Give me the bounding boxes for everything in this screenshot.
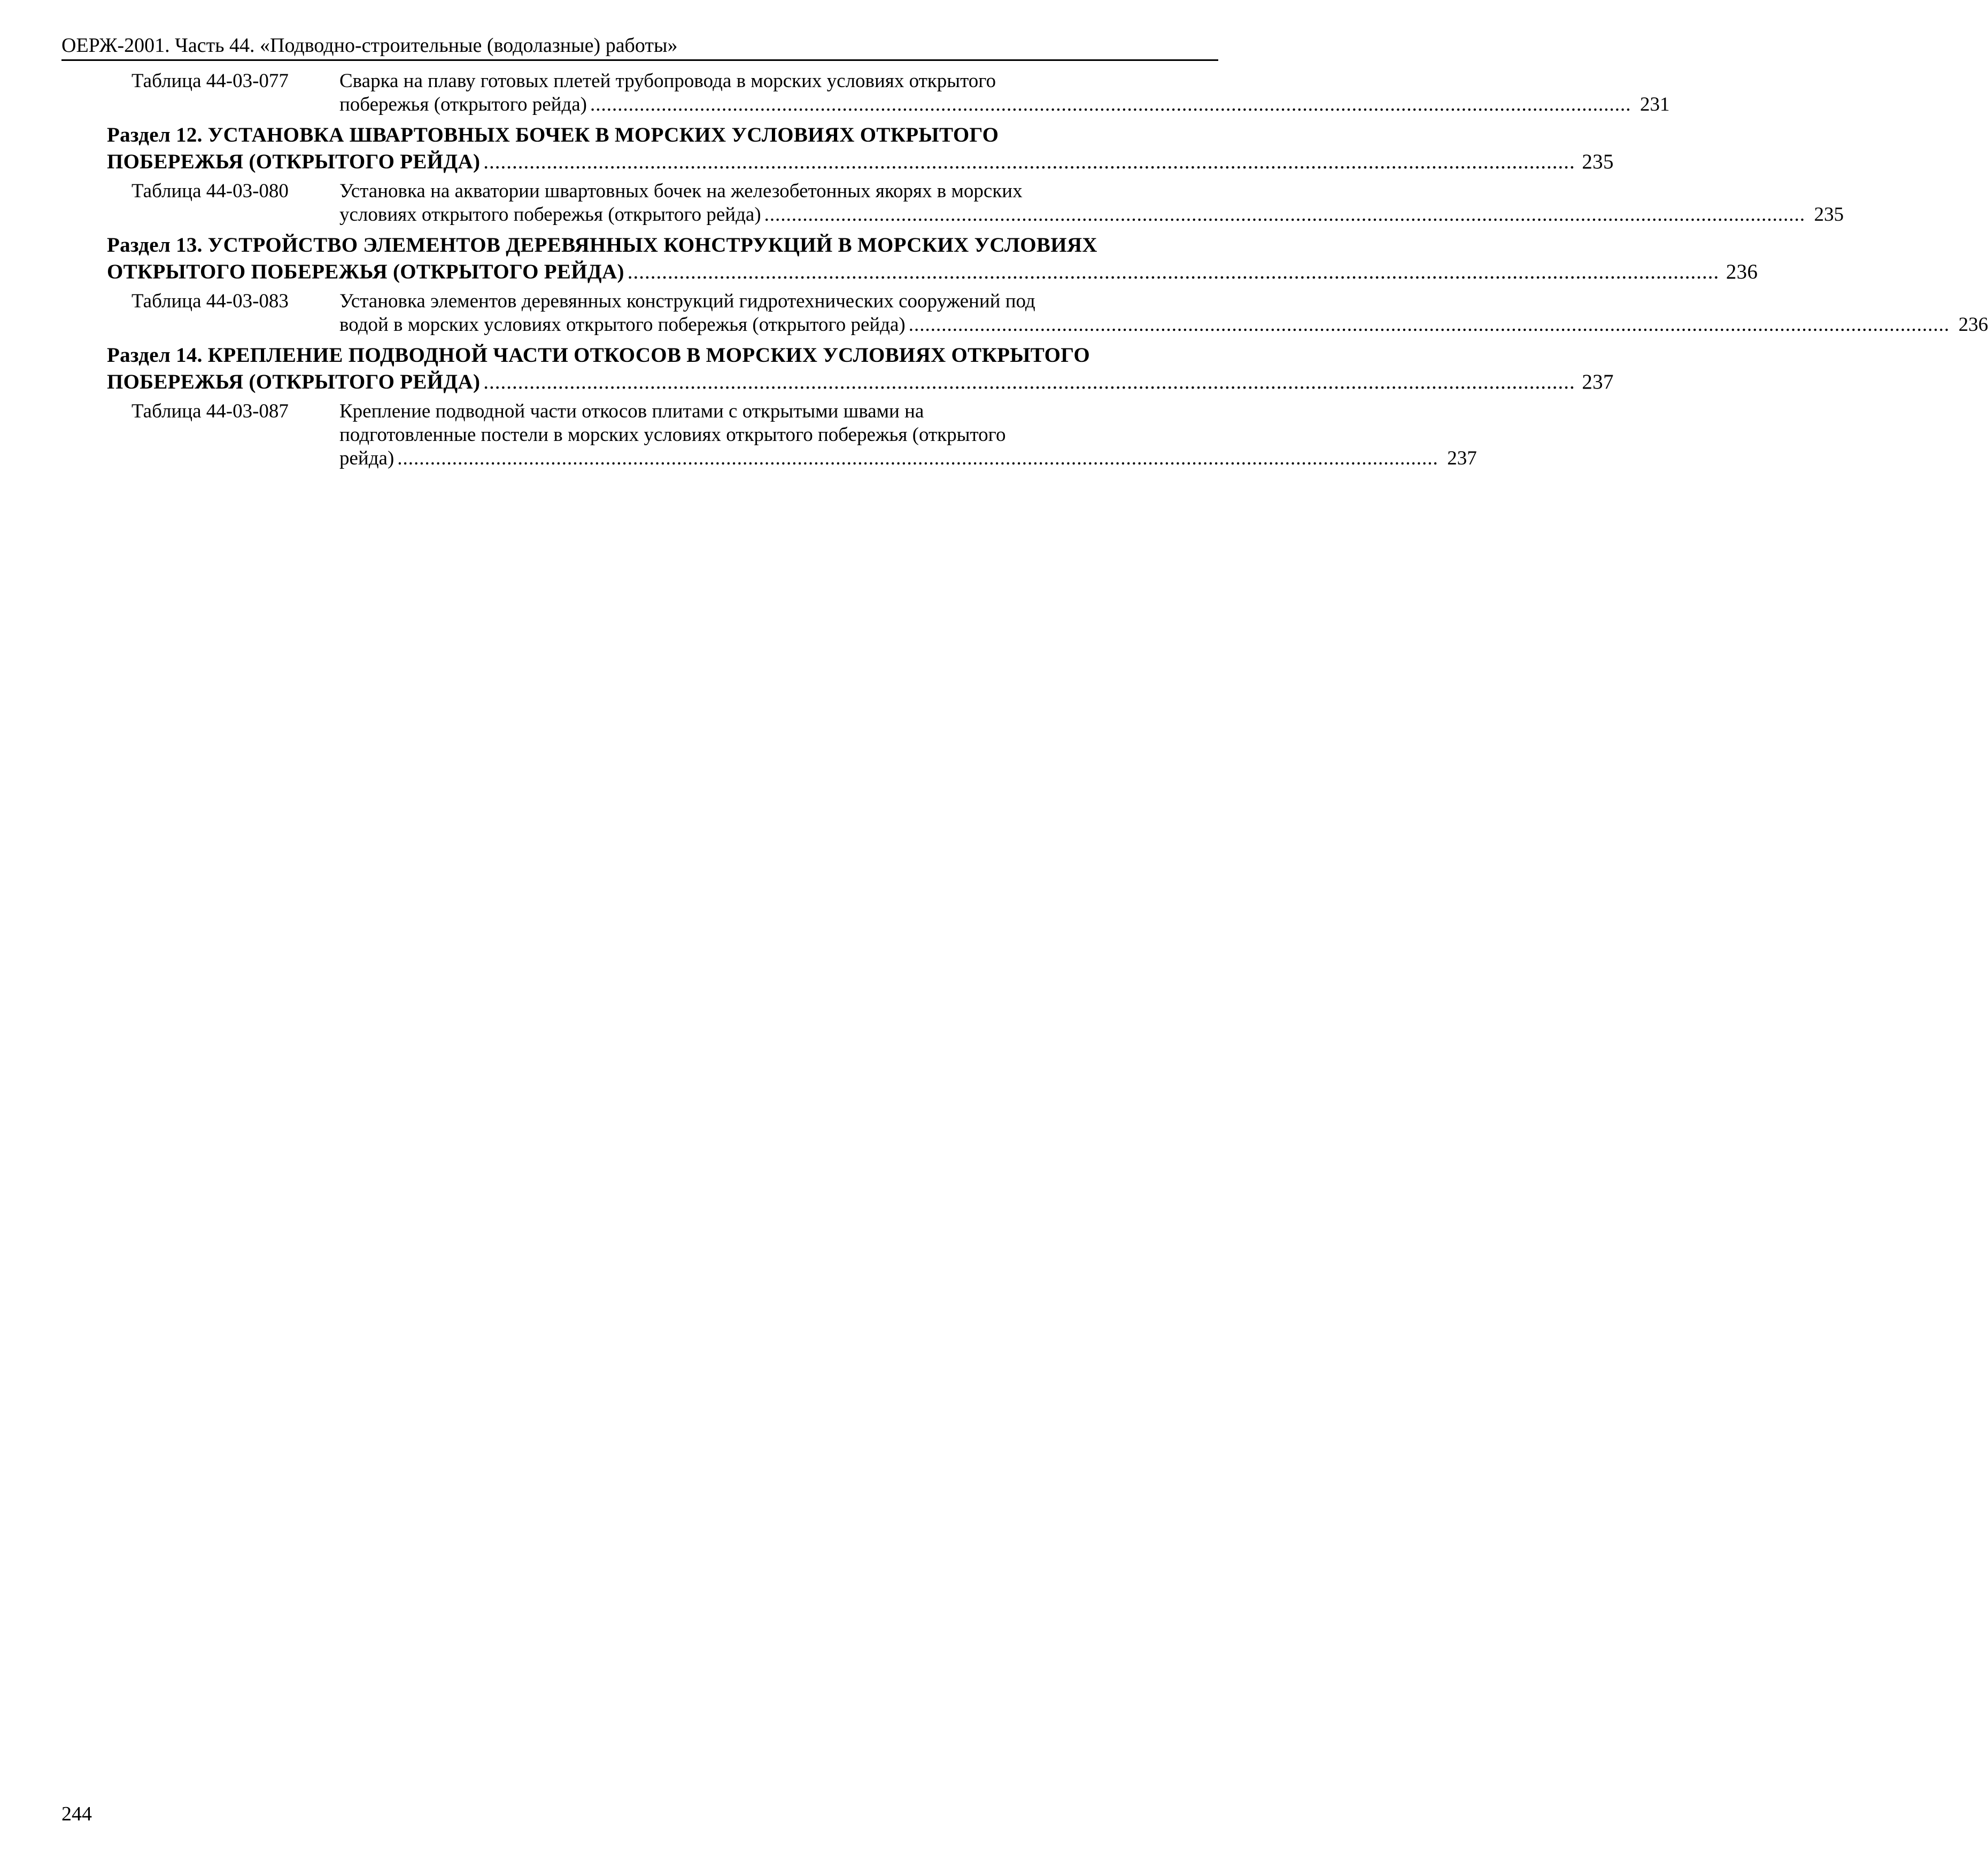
toc-table-entry[interactable] — [107, 180, 1844, 227]
dot-leader: .............................................................................................................................................................................................. — [908, 314, 1950, 336]
toc-section-title-line: Раздел 12. УСТАНОВКА ШВАРТОВНЫХ БОЧЕК В МОРСКИХ УСЛОВИЯХ ОТКРЫТОГО — [107, 123, 999, 146]
page-number: 244 — [61, 1803, 92, 1825]
toc-table-title-line: условиях открытого побережья (открытого рейда) — [339, 204, 761, 226]
running-header — [61, 32, 1218, 61]
toc-section-title-line: Раздел 14. КРЕПЛЕНИЕ ПОДВОДНОЙ ЧАСТИ ОТКОСОВ В МОРСКИХ УСЛОВИЯХ ОТКРЫТОГО — [107, 344, 1090, 367]
toc-page-number: 236 — [1726, 260, 1758, 283]
toc-page-number: 231 — [1640, 94, 1670, 115]
toc-table-title-line: водой в морских условиях открытого побережья (открытого рейда) — [339, 314, 906, 336]
toc-table-number: Таблица 44-03-083 — [131, 290, 289, 312]
toc-page-number: 237 — [1447, 447, 1477, 469]
toc-section-title-line: ОТКРЫТОГО ПОБЕРЕЖЬЯ (ОТКРЫТОГО РЕЙДА) — [107, 260, 624, 283]
dot-leader: .............................................................................................................................................................................................. — [590, 94, 1631, 115]
toc-table-title-line: Установка на акватории швартовных бочек на железобетонных якорях в морских — [339, 180, 1023, 202]
toc-page-number: 237 — [1582, 370, 1614, 393]
toc-table-entry[interactable] — [107, 400, 1477, 470]
toc-table-title-line: Установка элементов деревянных конструкций гидротехнических сооружений под — [339, 290, 1035, 312]
toc-table-number: Таблица 44-03-087 — [131, 400, 289, 422]
toc-table-entry[interactable] — [107, 69, 1670, 117]
toc-page-number: 235 — [1814, 204, 1844, 226]
toc-section-12[interactable] — [107, 122, 1614, 175]
toc-section-title-line: ПОБЕРЕЖЬЯ (ОТКРЫТОГО РЕЙДА) — [107, 150, 481, 173]
dot-leader: .............................................................................................................................................................................................. — [397, 447, 1438, 469]
toc-table-title-line: Крепление подводной части откосов плитами с открытыми швами на — [339, 400, 924, 422]
toc-table-number: Таблица 44-03-080 — [131, 180, 289, 202]
toc-table-number: Таблица 44-03-077 — [131, 70, 289, 92]
toc-table-title-line: подготовленные постели в морских условиях открытого побережья (открытого — [339, 424, 1006, 446]
toc-page-number: 236 — [1958, 314, 1988, 336]
dot-leader: .............................................................................................................................................................................................. — [483, 150, 1575, 173]
toc-table-title-line: побережья (открытого рейда) — [339, 94, 587, 115]
toc-section-14[interactable] — [107, 342, 1614, 396]
toc-section-title-line: ПОБЕРЕЖЬЯ (ОТКРЫТОГО РЕЙДА) — [107, 370, 481, 393]
dot-leader: .............................................................................................................................................................................................. — [627, 260, 1720, 283]
dot-leader: .............................................................................................................................................................................................. — [764, 204, 1806, 226]
toc-section-13[interactable] — [107, 232, 1758, 285]
toc-table-entry[interactable] — [107, 290, 1988, 337]
table-of-contents — [107, 65, 1988, 476]
dot-leader: .............................................................................................................................................................................................. — [483, 370, 1575, 393]
running-header-title: ОЕРЖ-2001. Часть 44. «Подводно-строительные (водолазные) работы» — [61, 34, 678, 57]
toc-page-number: 235 — [1582, 150, 1614, 173]
toc-table-title-line: рейда) — [339, 447, 394, 469]
toc-section-title-line: Раздел 13. УСТРОЙСТВО ЭЛЕМЕНТОВ ДЕРЕВЯННЫХ КОНСТРУКЦИЙ В МОРСКИХ УСЛОВИЯХ — [107, 234, 1097, 257]
toc-table-title-line: Сварка на плаву готовых плетей трубопровода в морских условиях открытого — [339, 70, 996, 92]
